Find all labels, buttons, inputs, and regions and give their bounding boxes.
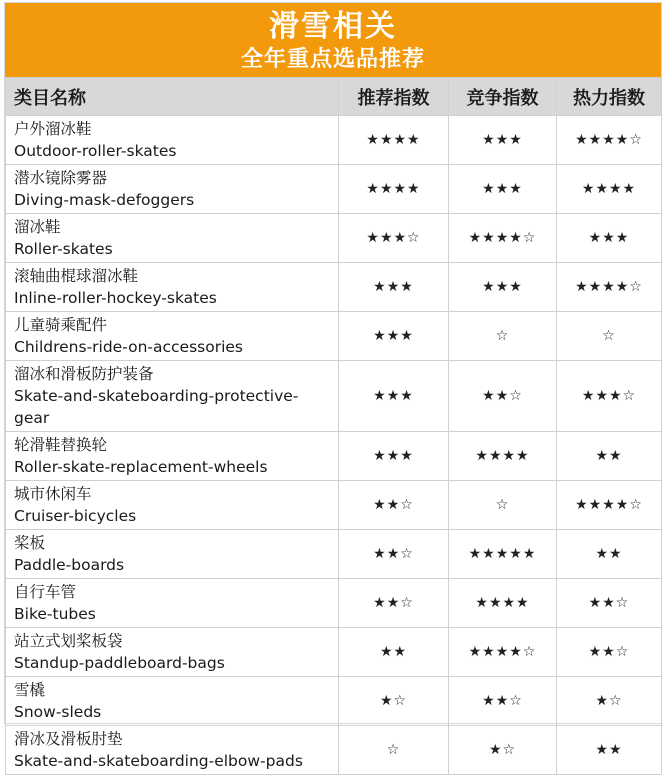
category-name-cell (6, 116, 339, 165)
column-header-competition: 竞争指数 (449, 78, 557, 116)
category-name-cell (6, 263, 339, 312)
recommend-rating: ★★☆ (339, 530, 449, 579)
table-row (6, 214, 662, 263)
recommend-rating: ★☆ (339, 677, 449, 726)
heat-rating: ★☆ (557, 677, 662, 726)
category-table (5, 77, 662, 775)
recommend-rating: ★★★☆ (339, 214, 449, 263)
category-name-en: Diving-mask-defoggers (14, 191, 195, 209)
title-banner (5, 3, 661, 77)
category-name-cn: 户外溜冰鞋 (14, 120, 92, 138)
table-row (6, 726, 662, 775)
table-row (6, 481, 662, 530)
recommend-rating: ★★★ (339, 312, 449, 361)
competition-rating: ★★★★ (449, 432, 557, 481)
category-name-en: Cruiser-bicycles (14, 507, 137, 525)
category-name-cn: 滚轴曲棍球溜冰鞋 (14, 267, 139, 285)
competition-rating: ★★☆ (449, 677, 557, 726)
heat-rating: ★★★★ (557, 165, 662, 214)
table-row (6, 165, 662, 214)
competition-rating: ★★★ (449, 165, 557, 214)
recommend-rating: ★★★★ (339, 116, 449, 165)
category-name-en: Roller-skates (14, 240, 113, 258)
category-name-cell (6, 530, 339, 579)
category-name-cn: 儿童骑乘配件 (14, 316, 108, 334)
heat-rating: ★★☆ (557, 628, 662, 677)
competition-rating: ★☆ (449, 726, 557, 775)
category-name-cn: 站立式划桨板袋 (14, 632, 123, 650)
category-name-cell (6, 214, 339, 263)
competition-rating: ☆ (449, 481, 557, 530)
competition-rating: ☆ (449, 312, 557, 361)
category-name-cell (6, 165, 339, 214)
competition-rating: ★★★★ (449, 579, 557, 628)
heat-rating: ★★★☆ (557, 361, 662, 432)
category-name-en: Skate-and-skateboarding-elbow-pads (14, 752, 303, 770)
column-header-category: 类目名称 (6, 78, 339, 116)
recommend-rating: ★★★★ (339, 165, 449, 214)
column-header-heat: 热力指数 (557, 78, 662, 116)
recommend-rating: ★★ (339, 628, 449, 677)
heat-rating: ★★☆ (557, 579, 662, 628)
category-name-en: Bike-tubes (14, 605, 96, 623)
category-name-cn: 潜水镜除雾器 (14, 169, 108, 187)
category-name-cell (6, 481, 339, 530)
table-header-row (6, 78, 662, 116)
category-name-cell (6, 361, 339, 432)
column-header-recommend: 推荐指数 (339, 78, 449, 116)
category-name-cn: 滑冰及滑板肘垫 (14, 730, 123, 748)
recommend-rating: ★★★ (339, 361, 449, 432)
recommend-rating: ★★★ (339, 263, 449, 312)
category-name-en: Skate-and-skateboarding-protective-gear (14, 387, 299, 427)
category-name-cn: 雪橇 (14, 681, 46, 699)
recommend-rating: ★★☆ (339, 579, 449, 628)
category-name-cell (6, 579, 339, 628)
table-row (6, 361, 662, 432)
heat-rating: ★★ (557, 726, 662, 775)
heat-rating: ★★★ (557, 214, 662, 263)
category-name-cn: 城市休闲车 (14, 485, 92, 503)
competition-rating: ★★☆ (449, 361, 557, 432)
heat-rating: ★★ (557, 432, 662, 481)
category-name-en: Childrens-ride-on-accessories (14, 338, 243, 356)
table-row (6, 530, 662, 579)
table-row (6, 432, 662, 481)
category-name-en: Standup-paddleboard-bags (14, 654, 225, 672)
table-row (6, 263, 662, 312)
table-row (6, 116, 662, 165)
category-name-cn: 溜冰鞋 (14, 218, 61, 236)
competition-rating: ★★★ (449, 116, 557, 165)
recommend-rating: ☆ (339, 726, 449, 775)
competition-rating: ★★★★☆ (449, 214, 557, 263)
heat-rating: ☆ (557, 312, 662, 361)
category-name-cn: 溜冰和滑板防护装备 (14, 365, 154, 383)
table-row (6, 677, 662, 726)
category-name-en: Inline-roller-hockey-skates (14, 289, 217, 307)
table-row (6, 628, 662, 677)
competition-rating: ★★★★☆ (449, 628, 557, 677)
category-name-en: Roller-skate-replacement-wheels (14, 458, 268, 476)
heat-rating: ★★★★☆ (557, 263, 662, 312)
recommend-rating: ★★☆ (339, 481, 449, 530)
category-name-cell (6, 432, 339, 481)
category-name-cn: 轮滑鞋替换轮 (14, 436, 108, 454)
category-name-cell (6, 628, 339, 677)
category-name-cn: 自行车管 (14, 583, 77, 601)
heat-rating: ★★★★☆ (557, 481, 662, 530)
table-row (6, 312, 662, 361)
recommend-rating: ★★★ (339, 432, 449, 481)
category-name-en: Paddle-boards (14, 556, 125, 574)
page-subtitle: 全年重点选品推荐 (240, 47, 425, 72)
category-name-cn: 桨板 (14, 534, 46, 552)
category-name-cell (6, 677, 339, 726)
competition-rating: ★★★★★ (449, 530, 557, 579)
category-name-en: Snow-sleds (14, 703, 102, 721)
category-name-cell (6, 312, 339, 361)
page-title: 滑雪相关 (269, 9, 397, 44)
heat-rating: ★★★★☆ (557, 116, 662, 165)
recommendation-card (4, 2, 662, 770)
category-name-cell (6, 726, 339, 775)
heat-rating: ★★ (557, 530, 662, 579)
category-name-en: Outdoor-roller-skates (14, 142, 177, 160)
competition-rating: ★★★ (449, 263, 557, 312)
table-row (6, 579, 662, 628)
